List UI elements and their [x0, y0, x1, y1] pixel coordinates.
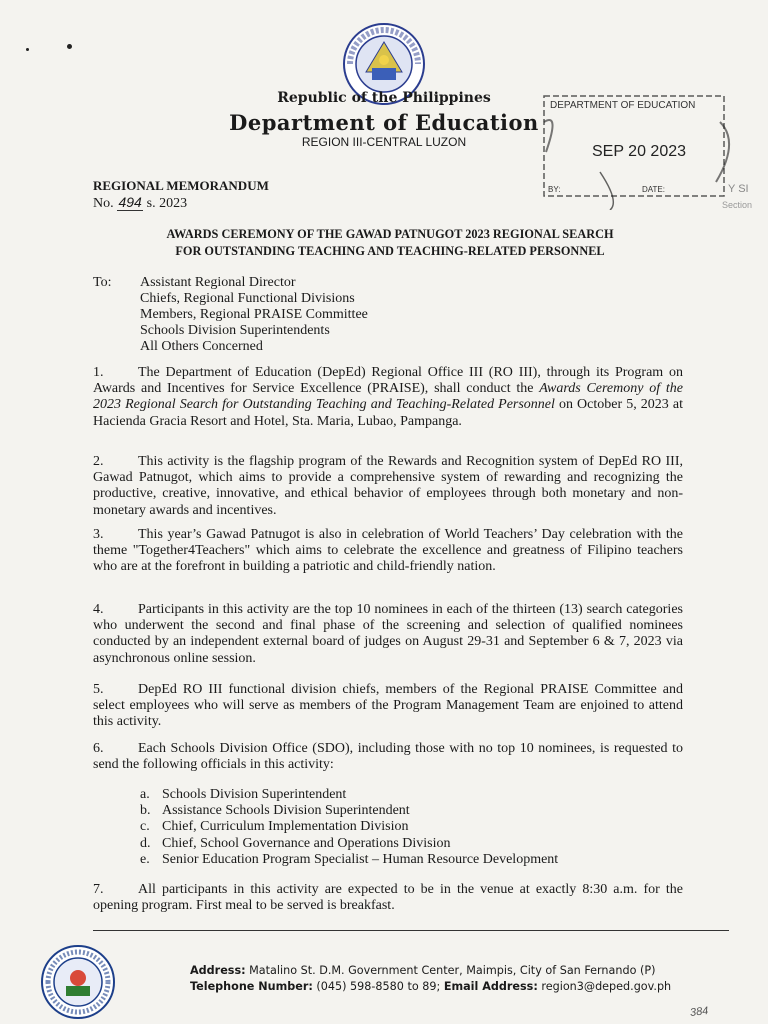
- memo-title: REGIONAL MEMORANDUM: [93, 178, 269, 193]
- paragraph-number: 4.: [93, 602, 104, 617]
- memo-series: s. 2023: [146, 196, 188, 211]
- footer-contact-line: Telephone Number: (045) 598-8580 to 89; Email Address: region3@deped.gov.ph: [190, 980, 672, 993]
- scan-speck: [67, 44, 72, 49]
- stamp-date: SEP 20 2023: [592, 143, 687, 160]
- memo-number: 494: [118, 194, 142, 210]
- footer-address: Matalino St. D.M. Government Center, Maimpis, City of San Fernando (P): [249, 964, 656, 977]
- paragraph-number: 5.: [93, 682, 104, 697]
- event-title: Awards Ceremony of the 2023 Regional Search for Outstanding Teaching and Teaching-Related Personnel: [93, 381, 683, 413]
- handwritten-page-number: 384: [689, 1005, 709, 1019]
- paragraph-6: 6. Each Schools Division Office (SDO), including those with no top 10 nominees, is requested to send the following officials in this activity:: [93, 741, 683, 773]
- recipient-item: Assistant Regional Director: [140, 275, 296, 290]
- regional-seal-icon: [40, 944, 116, 1020]
- paragraph-number: 7.: [93, 882, 104, 897]
- list-item: b. Assistance Schools Division Superintendent: [140, 803, 410, 819]
- list-item: a. Schools Division Superintendent: [140, 787, 347, 802]
- signature-mark: [600, 172, 613, 210]
- scan-speck: [26, 48, 29, 51]
- memo-no-label: No.: [93, 196, 114, 211]
- footer-email: region3@deped.gov.ph: [541, 980, 672, 993]
- paragraph-1: 1. The Department of Education (DepEd) Regional Office III (RO III), through its Program on Awards and Incentives for Service Excellence (PRAISE), shall conduct the Awards Ceremony of the 2023 Regional Search for Outstanding Teaching and Teaching-Related Personnel on October 5, 2023 at Hacienda Gracia Resort and Hotel, Sta. Maria, Lubao, Pampanga.: [93, 365, 683, 429]
- stamp-date-label: DATE:: [642, 185, 665, 194]
- footer-contact: [190, 963, 671, 995]
- paragraph-number: 1.: [93, 365, 104, 380]
- footer-telephone: (045) 598-8580 to 89;: [316, 980, 441, 993]
- recipient-item: Members, Regional PRAISE Committee: [140, 307, 368, 322]
- recipient-item: Chiefs, Regional Functional Divisions: [140, 291, 355, 306]
- paragraph-5: 5. DepEd RO III functional division chiefs, members of the Regional PRAISE Committee and select employees who will serve as members of the Program Management Team are enjoined to attend this activity.: [93, 682, 683, 730]
- republic-heading: Republic of the Philippines: [277, 90, 491, 106]
- recipient-list: [140, 275, 368, 355]
- list-item: e. Senior Education Program Specialist – Human Resource Development: [140, 851, 559, 867]
- department-heading: Department of Education: [229, 110, 539, 135]
- paragraph-7: 7. All participants in this activity are expected to be in the venue at exactly 8:30 a.m. for the opening program. First meal to be served is breakfast.: [93, 882, 683, 914]
- stamp-by: BY:: [548, 185, 561, 194]
- footer-divider: [93, 930, 729, 931]
- stamp-section: Section: [722, 200, 753, 210]
- recipient-item: All Others Concerned: [140, 339, 263, 354]
- memo-subject: [60, 226, 720, 260]
- paragraph-number: 3.: [93, 527, 104, 542]
- stamp-side: Y SI: [728, 183, 749, 195]
- recipient-item: Schools Division Superintendents: [140, 323, 330, 338]
- paragraph-2: 2. This activity is the flagship program of the Rewards and Recognition system of DepEd RO III, Gawad Patnugot, which aims to provide a comprehensive system of rewarding and recognizing the productive, creative, innovative, and ethical behavior of employees through both monetary and non-monetary awards and incentives.: [93, 454, 683, 518]
- paragraph-number: 6.: [93, 741, 104, 756]
- paragraph-number: 2.: [93, 454, 104, 469]
- list-item: c. Chief, Curriculum Implementation Division: [140, 819, 409, 835]
- memo-number-line: [93, 194, 187, 212]
- paragraph-4: 4. Participants in this activity are the top 10 nominees in each of the thirteen (13) search categories who underwent the second and final phase of the screening and selection of qualified nominees conducted by an independent external board of judges on August 29-31 and September 6 & 7, 2023 via asynchronous online session.: [93, 602, 683, 666]
- region-heading: REGION III-CENTRAL LUZON: [301, 135, 467, 149]
- subject-line-2: FOR OUTSTANDING TEACHING AND TEACHING-RELATED PERSONNEL: [175, 244, 605, 258]
- to-label: To:: [93, 275, 112, 290]
- paragraph-3: 3. This year’s Gawad Patnugot is also in celebration of World Teachers’ Day celebration with the theme "Together4Teachers" which aims to celebrate the excellence and greatness of Filipino teachers who are at the forefront in building a patriotic and child-friendly nation.: [93, 527, 683, 575]
- list-item: d. Chief, School Governance and Operations Division: [140, 835, 451, 851]
- stamp-line1: DEPARTMENT OF EDUCATION: [550, 100, 696, 111]
- officials-list: [140, 787, 558, 868]
- received-stamp: [540, 92, 768, 210]
- subject-line-1: AWARDS CEREMONY OF THE GAWAD PATNUGOT 2023 REGIONAL SEARCH: [166, 227, 614, 241]
- footer-address-line: Address: Matalino St. D.M. Government Center, Maimpis, City of San Fernando (P): [190, 964, 656, 977]
